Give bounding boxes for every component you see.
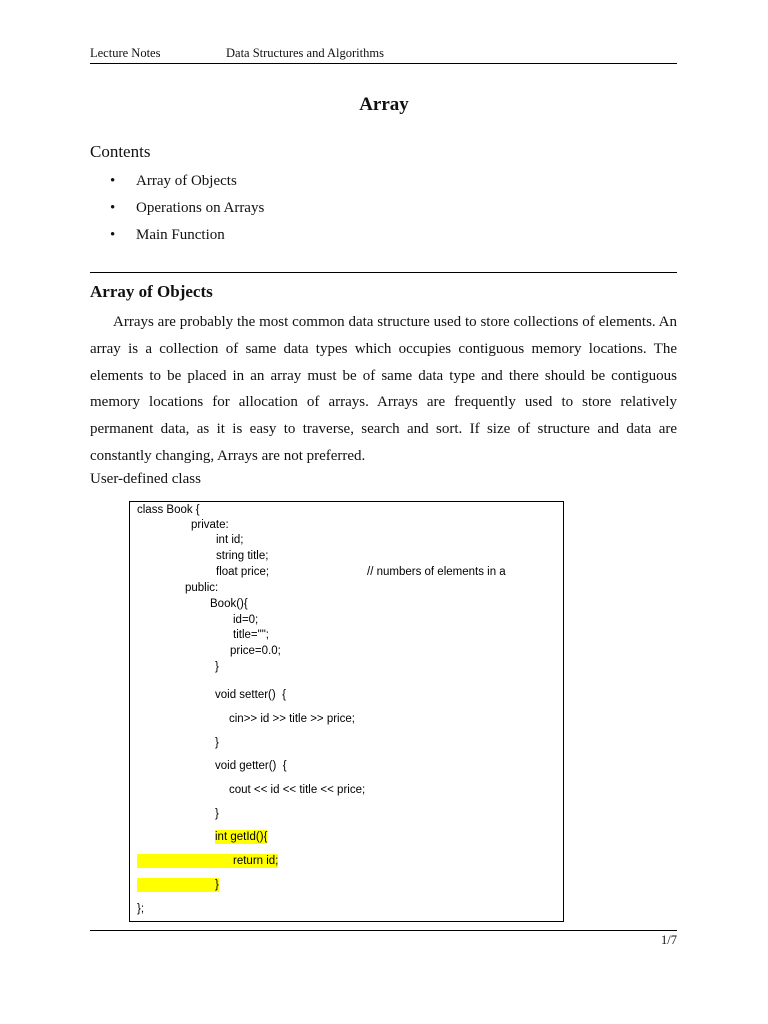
body-paragraph: Arrays are probably the most common data structure used to store collections of elements. An array is a collection of same data types which occupies contiguous memory locations. The elements to be placed in an array must be of same data type and there should be contiguous memory locations for allocation of arrays. Arrays are frequently used to store relatively permanent data, as it is easy to traverse, search and sort. If size of structure and data are constantly changing, Arrays are not preferred. — [90, 314, 677, 464]
code-line: } — [215, 808, 219, 820]
code-line: void getter() { — [215, 760, 287, 772]
list-item — [110, 170, 264, 197]
highlighted-code-line: int getId(){ — [215, 831, 268, 843]
contents-item-label: Operations on Arrays — [136, 200, 265, 216]
section-divider — [90, 272, 677, 273]
page-header — [90, 45, 677, 64]
page-title: Array — [359, 94, 409, 115]
page-number: 1/7 — [661, 933, 677, 947]
bullet-icon: • — [110, 227, 116, 243]
subheading: User-defined class — [90, 471, 201, 487]
contents-item-label: Array of Objects — [136, 173, 237, 189]
code-line: string title; — [216, 550, 269, 562]
contents-item-label: Main Function — [136, 227, 225, 243]
header-label: Lecture Notes — [90, 46, 161, 60]
bullet-icon: • — [110, 200, 116, 216]
code-line: cin>> id >> title >> price; — [229, 713, 355, 725]
code-line: class Book { — [137, 504, 200, 516]
list-item — [110, 197, 264, 224]
code-line: } — [215, 737, 219, 749]
code-line: }; — [137, 903, 145, 915]
highlighted-code-line: return id; — [137, 854, 278, 868]
code-line: } — [215, 661, 219, 673]
code-line: Book(){ — [210, 598, 248, 610]
code-line: id=0; — [233, 614, 259, 626]
code-line: public: — [185, 582, 219, 594]
section-heading: Array of Objects — [90, 282, 213, 301]
highlighted-code-line: } — [137, 878, 219, 892]
code-line: cout << id << title << price; — [229, 784, 366, 796]
code-block — [129, 501, 564, 922]
list-item — [110, 224, 264, 251]
contents-heading: Contents — [90, 142, 151, 161]
header-course: Data Structures and Algorithms — [226, 46, 384, 60]
code-comment: // numbers of elements in a — [367, 566, 506, 578]
code-line: int id; — [216, 534, 244, 546]
code-line: void setter() { — [215, 689, 286, 701]
code-line: title=""; — [233, 629, 269, 641]
contents-list — [110, 170, 264, 251]
footer-divider — [90, 930, 677, 931]
code-line: private: — [191, 519, 229, 531]
code-line: float price; — [216, 566, 270, 578]
bullet-icon: • — [110, 173, 116, 189]
code-line: price=0.0; — [230, 645, 281, 657]
